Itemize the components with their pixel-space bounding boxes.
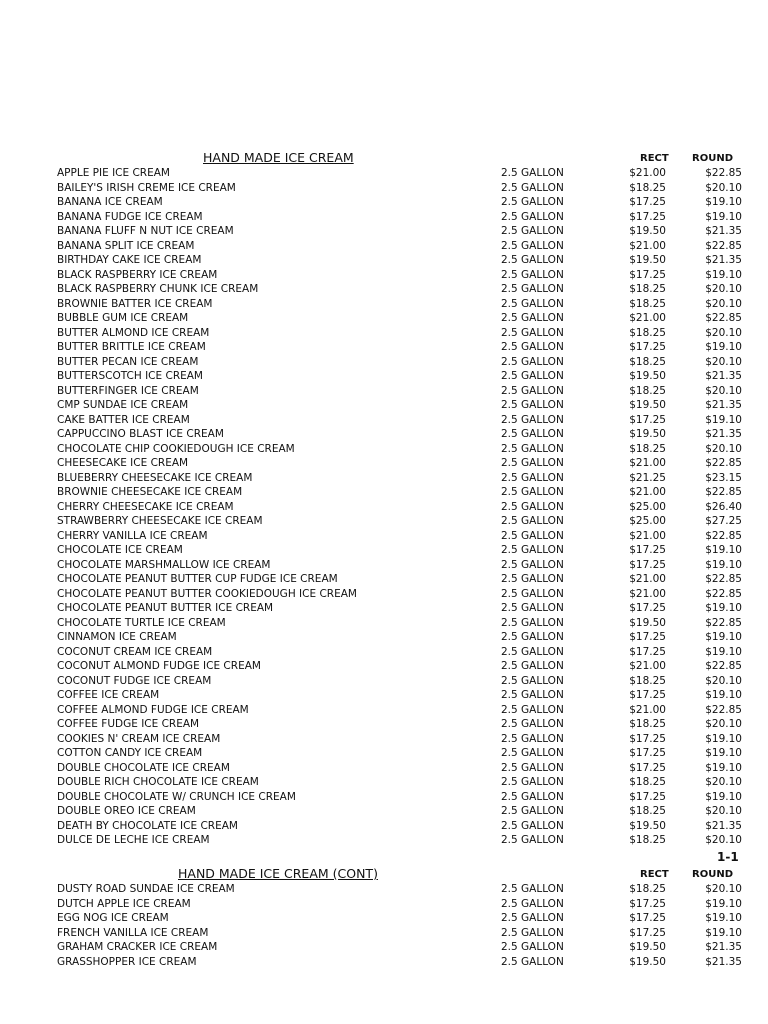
flavor-name: BANANA SPLIT ICE CREAM [57, 239, 195, 252]
price-rect: $17.25 [629, 341, 666, 353]
price-round: $20.10 [705, 283, 742, 295]
price-round: $19.10 [705, 912, 742, 924]
flavor-name: CHOCOLATE PEANUT BUTTER ICE CREAM [57, 602, 274, 614]
table-row [0, 442, 768, 457]
price-round: $22.85 [705, 616, 742, 629]
flavor-name: BROWNIE CHEESECAKE ICE CREAM [57, 486, 243, 498]
price-round: $21.35 [705, 399, 742, 411]
table-row [0, 630, 768, 645]
price-rect: $19.50 [629, 428, 666, 440]
table-row [0, 355, 768, 370]
price-rect: $17.25 [629, 732, 666, 745]
page-number: 1-1 [717, 850, 739, 864]
container-size: 2.5 GALLON [501, 558, 564, 571]
price-rect: $17.25 [629, 210, 666, 223]
price-rect: $21.00 [629, 573, 666, 585]
column-header-rect: RECT [640, 869, 669, 880]
container-size: 2.5 GALLON [501, 283, 564, 295]
container-size: 2.5 GALLON [501, 897, 564, 910]
flavor-name: BIRTHDAY CAKE ICE CREAM [57, 254, 202, 266]
price-rect: $17.25 [629, 897, 666, 910]
price-round: $20.10 [705, 674, 742, 687]
container-size: 2.5 GALLON [501, 645, 564, 658]
flavor-name: CHOCOLATE CHIP COOKIEDOUGH ICE CREAM [57, 442, 295, 455]
price-rect: $18.25 [629, 297, 666, 310]
container-size: 2.5 GALLON [501, 428, 564, 440]
section-title: HAND MADE ICE CREAM [203, 150, 354, 165]
price-rect: $21.00 [629, 529, 666, 542]
price-rect: $21.00 [629, 239, 666, 252]
container-size: 2.5 GALLON [501, 384, 564, 397]
container-size: 2.5 GALLON [501, 761, 564, 774]
price-round: $22.85 [705, 239, 742, 252]
price-rect: $18.25 [629, 883, 666, 895]
flavor-name: CAKE BATTER ICE CREAM [57, 413, 190, 426]
price-round: $19.10 [705, 631, 742, 643]
price-round: $27.25 [705, 515, 742, 527]
price-round: $20.10 [705, 805, 742, 817]
flavor-name: DOUBLE CHOCOLATE W/ CRUNCH ICE CREAM [57, 790, 296, 803]
container-size: 2.5 GALLON [501, 834, 564, 846]
price-round: $21.35 [705, 370, 742, 382]
flavor-name: GRASSHOPPER ICE CREAM [57, 955, 197, 968]
flavor-name: DOUBLE OREO ICE CREAM [57, 805, 196, 817]
column-header-round: ROUND [692, 869, 733, 880]
container-size: 2.5 GALLON [501, 471, 564, 484]
price-round: $21.35 [705, 225, 742, 237]
flavor-name: DOUBLE RICH CHOCOLATE ICE CREAM [57, 776, 259, 788]
container-size: 2.5 GALLON [501, 544, 564, 556]
flavor-name: EGG NOG ICE CREAM [57, 912, 169, 924]
container-size: 2.5 GALLON [501, 196, 564, 208]
flavor-name: COTTON CANDY ICE CREAM [57, 747, 203, 759]
price-rect: $25.00 [629, 515, 666, 527]
price-round: $20.10 [705, 883, 742, 895]
price-rect: $18.25 [629, 326, 666, 339]
table-row [0, 819, 768, 834]
price-rect: $19.50 [629, 616, 666, 629]
price-round: $19.10 [705, 341, 742, 353]
table-row [0, 601, 768, 616]
table-row [0, 940, 768, 955]
price-round: $21.35 [705, 941, 742, 953]
table-row [0, 926, 768, 941]
price-round: $20.10 [705, 326, 742, 339]
container-size: 2.5 GALLON [501, 413, 564, 426]
price-rect: $21.00 [629, 660, 666, 672]
flavor-name: BUTTER PECAN ICE CREAM [57, 355, 199, 368]
flavor-name: CHOCOLATE TURTLE ICE CREAM [57, 616, 226, 629]
price-round: $22.85 [705, 573, 742, 585]
container-size: 2.5 GALLON [501, 703, 564, 716]
price-rect: $18.25 [629, 776, 666, 788]
price-round: $19.10 [705, 790, 742, 803]
price-rect: $17.25 [629, 631, 666, 643]
flavor-name: BAILEY'S IRISH CREME ICE CREAM [57, 181, 236, 194]
table-row [0, 645, 768, 660]
container-size: 2.5 GALLON [501, 616, 564, 629]
price-list [0, 166, 768, 848]
price-round: $19.10 [705, 544, 742, 556]
price-round: $20.10 [705, 355, 742, 368]
flavor-name: CHERRY CHEESECAKE ICE CREAM [57, 500, 234, 513]
container-size: 2.5 GALLON [501, 660, 564, 672]
table-row [0, 282, 768, 297]
table-row [0, 761, 768, 776]
container-size: 2.5 GALLON [501, 587, 564, 600]
section-title: HAND MADE ICE CREAM (CONT) [178, 866, 378, 881]
price-rect: $18.25 [629, 674, 666, 687]
table-row [0, 897, 768, 912]
container-size: 2.5 GALLON [501, 912, 564, 924]
flavor-name: FRENCH VANILLA ICE CREAM [57, 926, 209, 939]
container-size: 2.5 GALLON [501, 747, 564, 759]
price-rect: $21.25 [629, 471, 666, 484]
table-row [0, 427, 768, 442]
price-round: $20.10 [705, 776, 742, 788]
flavor-name: COFFEE ALMOND FUDGE ICE CREAM [57, 703, 249, 716]
container-size: 2.5 GALLON [501, 210, 564, 223]
price-list [0, 882, 768, 969]
price-rect: $18.25 [629, 718, 666, 730]
container-size: 2.5 GALLON [501, 883, 564, 895]
price-round: $19.10 [705, 732, 742, 745]
table-row [0, 514, 768, 529]
flavor-name: GRAHAM CRACKER ICE CREAM [57, 941, 218, 953]
price-round: $19.10 [705, 645, 742, 658]
container-size: 2.5 GALLON [501, 254, 564, 266]
price-rect: $17.25 [629, 747, 666, 759]
table-row [0, 543, 768, 558]
price-rect: $17.25 [629, 926, 666, 939]
flavor-name: DULCE DE LECHE ICE CREAM [57, 834, 210, 846]
table-row [0, 500, 768, 515]
price-rect: $17.25 [629, 645, 666, 658]
container-size: 2.5 GALLON [501, 341, 564, 353]
table-row [0, 166, 768, 181]
price-round: $22.85 [705, 312, 742, 324]
price-round: $22.85 [705, 486, 742, 498]
table-row [0, 572, 768, 587]
flavor-name: BLACK RASPBERRY ICE CREAM [57, 268, 218, 281]
table-row [0, 224, 768, 239]
container-size: 2.5 GALLON [501, 573, 564, 585]
flavor-name: BANANA ICE CREAM [57, 196, 163, 208]
container-size: 2.5 GALLON [501, 955, 564, 968]
price-rect: $17.25 [629, 761, 666, 774]
flavor-name: BLACK RASPBERRY CHUNK ICE CREAM [57, 283, 259, 295]
flavor-name: CINNAMON ICE CREAM [57, 631, 177, 643]
price-round: $21.35 [705, 955, 742, 968]
price-rect: $17.25 [629, 268, 666, 281]
table-row [0, 775, 768, 790]
flavor-name: CMP SUNDAE ICE CREAM [57, 399, 189, 411]
price-rect: $18.25 [629, 384, 666, 397]
container-size: 2.5 GALLON [501, 689, 564, 701]
table-row [0, 268, 768, 283]
price-rect: $17.25 [629, 558, 666, 571]
price-round: $19.10 [705, 926, 742, 939]
table-row [0, 717, 768, 732]
container-size: 2.5 GALLON [501, 674, 564, 687]
price-round: $22.85 [705, 703, 742, 716]
container-size: 2.5 GALLON [501, 167, 564, 179]
container-size: 2.5 GALLON [501, 926, 564, 939]
table-row [0, 688, 768, 703]
price-round: $22.85 [705, 167, 742, 179]
flavor-name: STRAWBERRY CHEESECAKE ICE CREAM [57, 515, 263, 527]
price-round: $21.35 [705, 428, 742, 440]
price-rect: $21.00 [629, 167, 666, 179]
container-size: 2.5 GALLON [501, 399, 564, 411]
container-size: 2.5 GALLON [501, 819, 564, 832]
price-rect: $17.25 [629, 689, 666, 701]
price-round: $19.10 [705, 747, 742, 759]
flavor-name: BUTTER ALMOND ICE CREAM [57, 326, 210, 339]
flavor-name: BANANA FUDGE ICE CREAM [57, 210, 203, 223]
table-row [0, 326, 768, 341]
table-row [0, 659, 768, 674]
table-row [0, 384, 768, 399]
table-row [0, 297, 768, 312]
flavor-name: COCONUT FUDGE ICE CREAM [57, 674, 212, 687]
container-size: 2.5 GALLON [501, 486, 564, 498]
price-round: $22.85 [705, 529, 742, 542]
table-row [0, 955, 768, 970]
table-row [0, 558, 768, 573]
table-row [0, 311, 768, 326]
flavor-name: DUSTY ROAD SUNDAE ICE CREAM [57, 883, 235, 895]
price-rect: $19.50 [629, 955, 666, 968]
table-row [0, 804, 768, 819]
container-size: 2.5 GALLON [501, 239, 564, 252]
price-round: $26.40 [705, 500, 742, 513]
container-size: 2.5 GALLON [501, 776, 564, 788]
table-row [0, 911, 768, 926]
table-row [0, 210, 768, 225]
flavor-name: BUTTER BRITTLE ICE CREAM [57, 341, 206, 353]
container-size: 2.5 GALLON [501, 790, 564, 803]
price-round: $22.85 [705, 457, 742, 469]
table-row [0, 181, 768, 196]
price-round: $23.15 [705, 471, 742, 484]
price-round: $20.10 [705, 834, 742, 846]
container-size: 2.5 GALLON [501, 529, 564, 542]
column-header-round: ROUND [692, 153, 733, 164]
table-row [0, 674, 768, 689]
price-rect: $17.25 [629, 196, 666, 208]
price-round: $19.10 [705, 602, 742, 614]
flavor-name: BUBBLE GUM ICE CREAM [57, 312, 189, 324]
flavor-name: CHEESECAKE ICE CREAM [57, 457, 189, 469]
container-size: 2.5 GALLON [501, 370, 564, 382]
price-rect: $17.25 [629, 413, 666, 426]
container-size: 2.5 GALLON [501, 602, 564, 614]
container-size: 2.5 GALLON [501, 515, 564, 527]
container-size: 2.5 GALLON [501, 500, 564, 513]
price-rect: $19.50 [629, 819, 666, 832]
table-row [0, 616, 768, 631]
price-round: $20.10 [705, 384, 742, 397]
container-size: 2.5 GALLON [501, 312, 564, 324]
container-size: 2.5 GALLON [501, 326, 564, 339]
container-size: 2.5 GALLON [501, 941, 564, 953]
price-rect: $19.50 [629, 370, 666, 382]
flavor-name: COCONUT ALMOND FUDGE ICE CREAM [57, 660, 261, 672]
table-row [0, 703, 768, 718]
price-round: $19.10 [705, 897, 742, 910]
table-row [0, 253, 768, 268]
table-row [0, 587, 768, 602]
price-round: $20.10 [705, 718, 742, 730]
price-rect: $21.00 [629, 312, 666, 324]
price-rect: $25.00 [629, 500, 666, 513]
price-rect: $17.25 [629, 602, 666, 614]
flavor-name: COFFEE ICE CREAM [57, 689, 160, 701]
price-round: $19.10 [705, 210, 742, 223]
price-rect: $18.25 [629, 355, 666, 368]
price-round: $22.85 [705, 660, 742, 672]
flavor-name: BLUEBERRY CHEESECAKE ICE CREAM [57, 471, 253, 484]
flavor-name: CHOCOLATE MARSHMALLOW ICE CREAM [57, 558, 271, 571]
flavor-name: BROWNIE BATTER ICE CREAM [57, 297, 213, 310]
flavor-name: BANANA FLUFF N NUT ICE CREAM [57, 225, 234, 237]
price-round: $19.10 [705, 413, 742, 426]
price-round: $20.10 [705, 181, 742, 194]
table-row [0, 882, 768, 897]
flavor-name: DUTCH APPLE ICE CREAM [57, 897, 191, 910]
container-size: 2.5 GALLON [501, 297, 564, 310]
price-round: $19.10 [705, 558, 742, 571]
price-rect: $18.25 [629, 834, 666, 846]
flavor-name: DOUBLE CHOCOLATE ICE CREAM [57, 761, 230, 774]
price-rect: $19.50 [629, 941, 666, 953]
price-round: $20.10 [705, 442, 742, 455]
price-rect: $21.00 [629, 703, 666, 716]
price-rect: $21.00 [629, 486, 666, 498]
price-round: $19.10 [705, 761, 742, 774]
table-row [0, 485, 768, 500]
flavor-name: CHOCOLATE ICE CREAM [57, 544, 183, 556]
price-rect: $21.00 [629, 587, 666, 600]
table-row [0, 833, 768, 848]
price-rect: $17.25 [629, 544, 666, 556]
flavor-name: COFFEE FUDGE ICE CREAM [57, 718, 200, 730]
flavor-name: CAPPUCCINO BLAST ICE CREAM [57, 428, 224, 440]
table-row [0, 239, 768, 254]
flavor-name: CHOCOLATE PEANUT BUTTER CUP FUDGE ICE CREAM [57, 573, 338, 585]
table-row [0, 746, 768, 761]
container-size: 2.5 GALLON [501, 631, 564, 643]
price-rect: $18.25 [629, 442, 666, 455]
container-size: 2.5 GALLON [501, 181, 564, 194]
table-row [0, 456, 768, 471]
container-size: 2.5 GALLON [501, 225, 564, 237]
column-header-rect: RECT [640, 153, 669, 164]
container-size: 2.5 GALLON [501, 732, 564, 745]
price-round: $21.35 [705, 254, 742, 266]
table-row [0, 195, 768, 210]
table-row [0, 369, 768, 384]
container-size: 2.5 GALLON [501, 442, 564, 455]
price-round: $19.10 [705, 196, 742, 208]
flavor-name: CHOCOLATE PEANUT BUTTER COOKIEDOUGH ICE CREAM [57, 587, 357, 600]
price-rect: $17.25 [629, 790, 666, 803]
table-row [0, 790, 768, 805]
flavor-name: COCONUT CREAM ICE CREAM [57, 645, 213, 658]
flavor-name: APPLE PIE ICE CREAM [57, 167, 170, 179]
price-round: $19.10 [705, 268, 742, 281]
flavor-name: BUTTERFINGER ICE CREAM [57, 384, 199, 397]
table-row [0, 340, 768, 355]
price-rect: $18.25 [629, 283, 666, 295]
container-size: 2.5 GALLON [501, 805, 564, 817]
price-rect: $18.25 [629, 181, 666, 194]
container-size: 2.5 GALLON [501, 268, 564, 281]
container-size: 2.5 GALLON [501, 355, 564, 368]
price-rect: $21.00 [629, 457, 666, 469]
price-rect: $19.50 [629, 225, 666, 237]
container-size: 2.5 GALLON [501, 457, 564, 469]
table-row [0, 398, 768, 413]
flavor-name: BUTTERSCOTCH ICE CREAM [57, 370, 203, 382]
price-round: $22.85 [705, 587, 742, 600]
table-row [0, 732, 768, 747]
container-size: 2.5 GALLON [501, 718, 564, 730]
flavor-name: CHERRY VANILLA ICE CREAM [57, 529, 208, 542]
table-row [0, 471, 768, 486]
price-round: $19.10 [705, 689, 742, 701]
price-rect: $17.25 [629, 912, 666, 924]
table-row [0, 413, 768, 428]
flavor-name: DEATH BY CHOCOLATE ICE CREAM [57, 819, 238, 832]
price-rect: $19.50 [629, 254, 666, 266]
table-row [0, 529, 768, 544]
price-round: $20.10 [705, 297, 742, 310]
flavor-name: COOKIES N' CREAM ICE CREAM [57, 732, 221, 745]
price-rect: $18.25 [629, 805, 666, 817]
price-round: $21.35 [705, 819, 742, 832]
price-rect: $19.50 [629, 399, 666, 411]
